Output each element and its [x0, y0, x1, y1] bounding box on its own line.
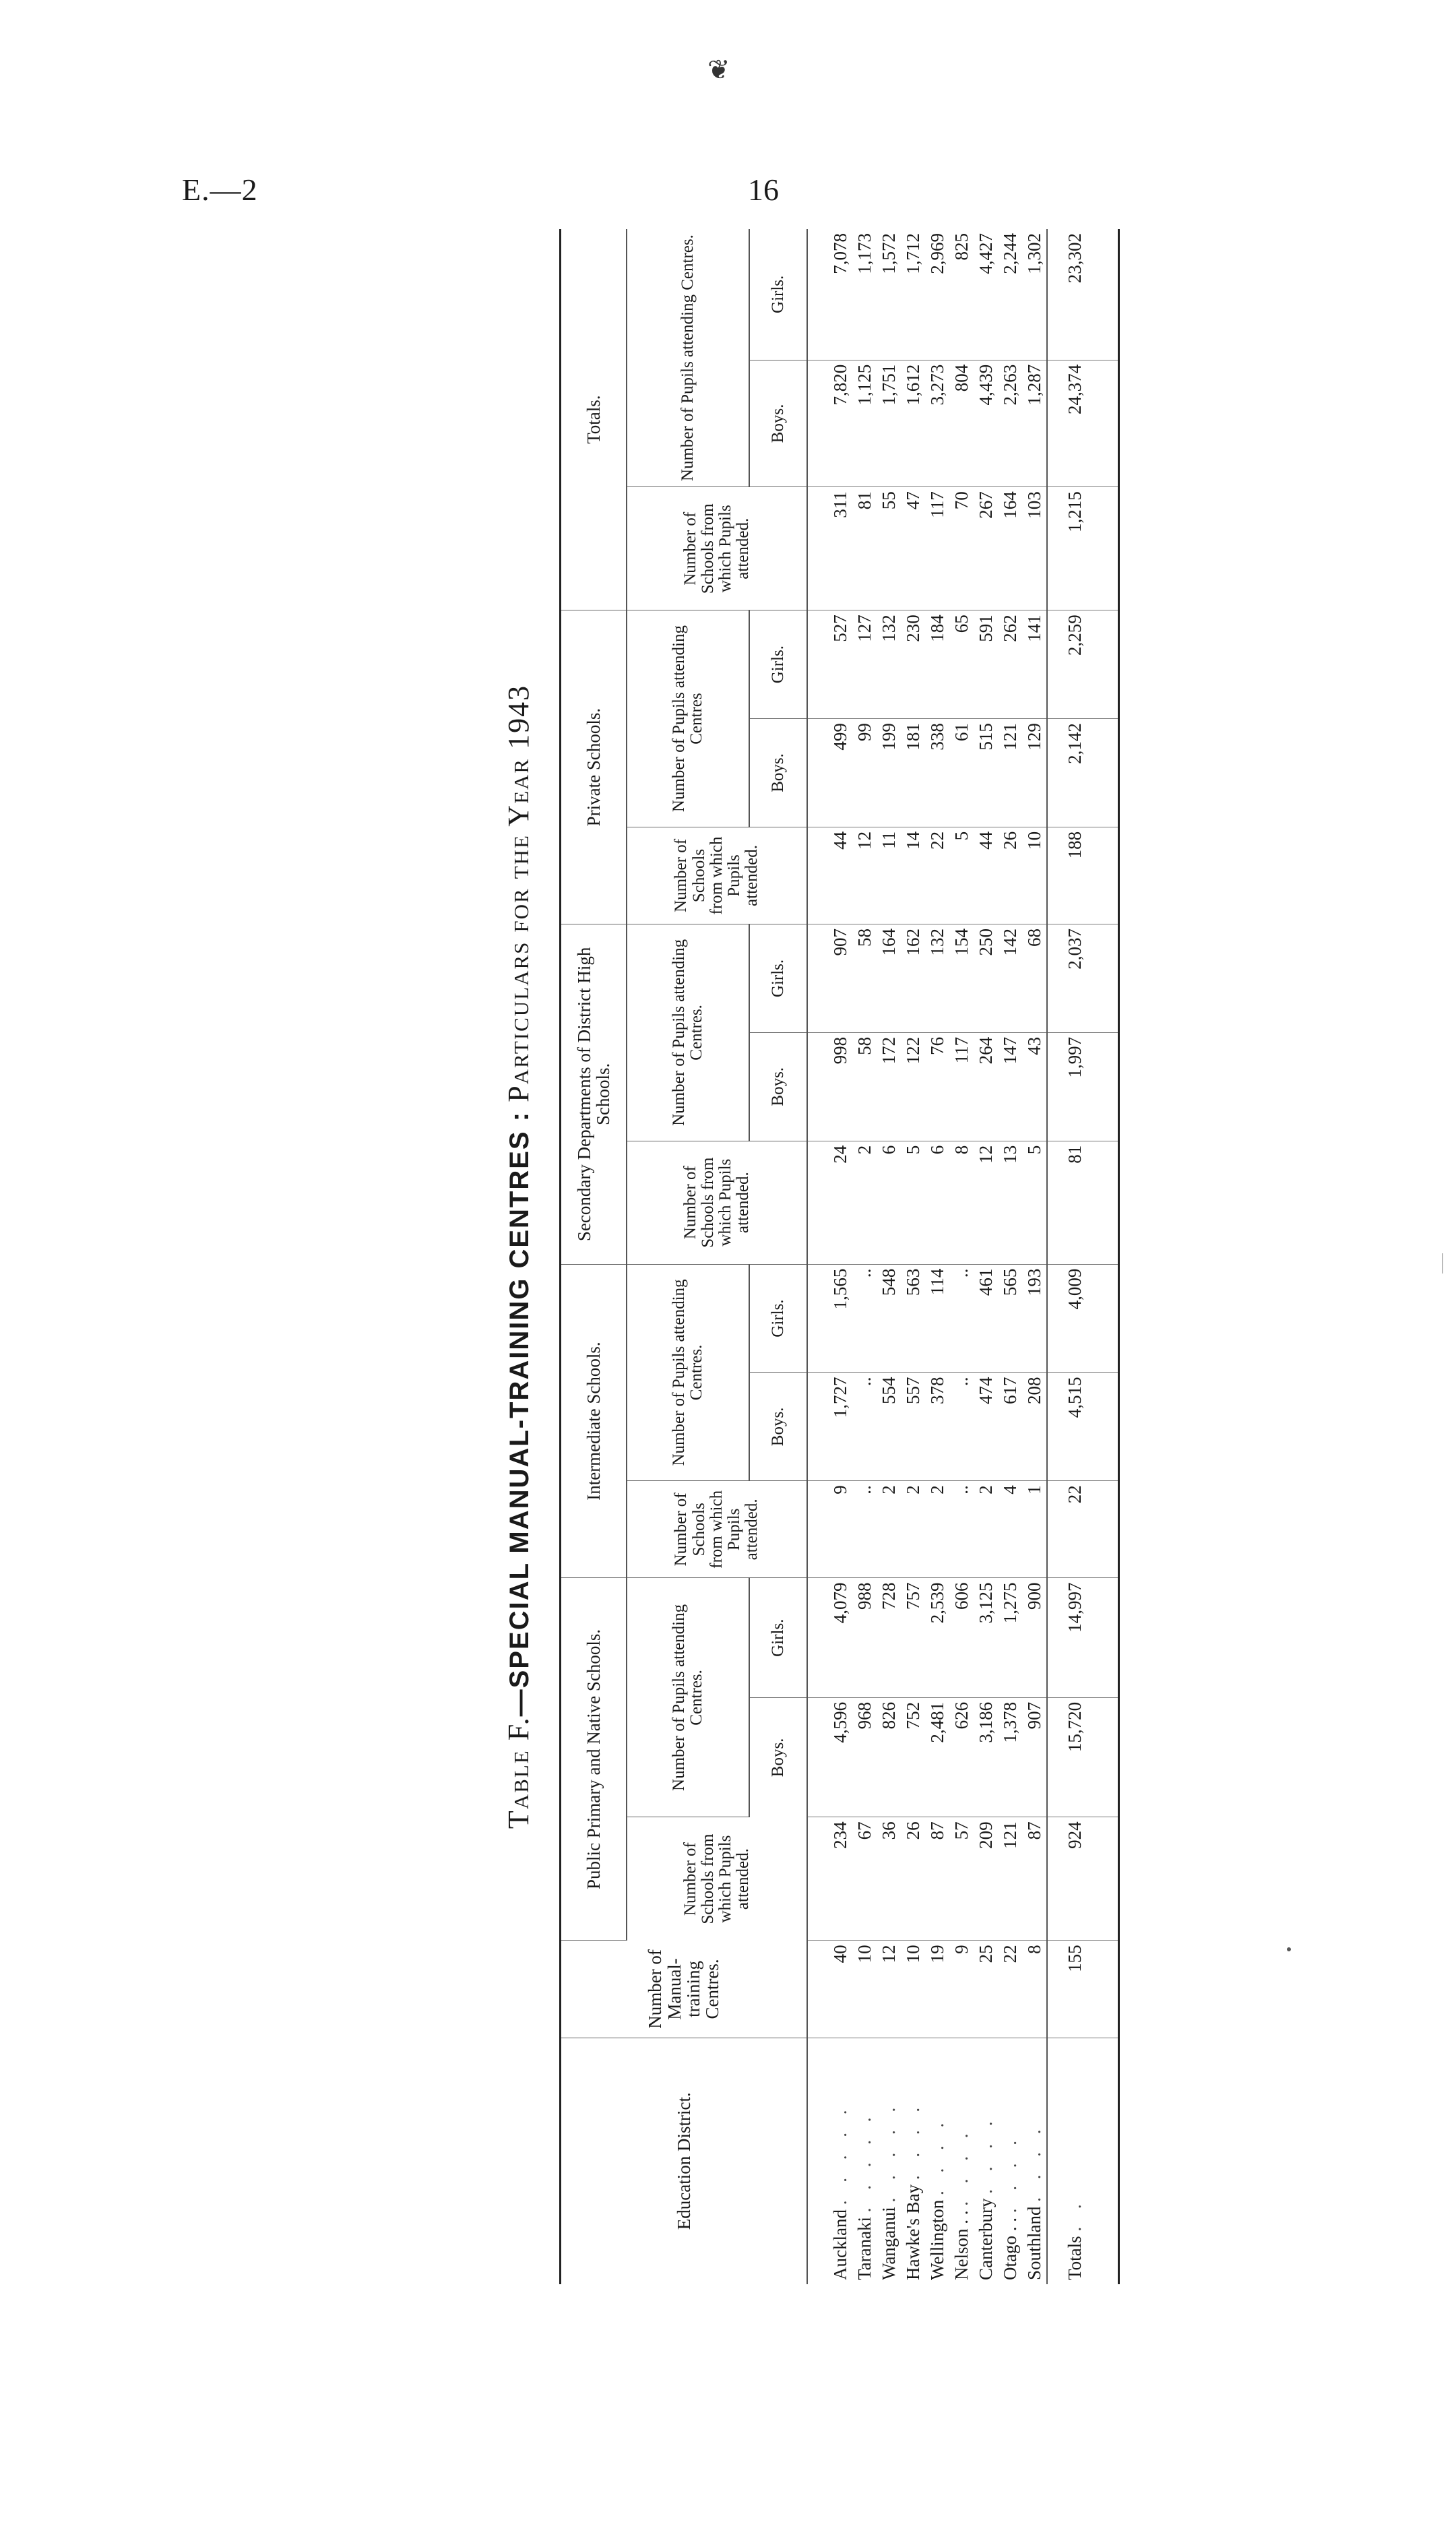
cell-total-schools: 267	[974, 487, 998, 610]
header-boys: Boys.	[749, 1373, 807, 1481]
cell-district	[998, 2038, 1022, 2284]
header-girls: Girls.	[749, 1578, 807, 1697]
cell-district	[877, 2038, 901, 2284]
cell-intermediate-girls: 193	[1022, 1264, 1047, 1373]
cell-total-girls: 1,302	[1022, 229, 1047, 360]
cell-intermediate-girls: 461	[974, 1264, 998, 1373]
district-name: Wanganui	[879, 2207, 899, 2280]
cell-total-schools: 164	[998, 487, 1022, 610]
cell-intermediate-girls: 4,009	[1047, 1264, 1119, 1373]
header-private-schools-count: Number of Schools from which Pupils attended.	[627, 827, 807, 924]
cell-public-boys: 907	[1022, 1697, 1047, 1817]
cell-public-schools: 924	[1047, 1817, 1119, 1941]
cell-public-schools: 36	[877, 1817, 901, 1941]
table-row	[949, 229, 974, 2284]
cell-intermediate-schools: 4	[998, 1481, 1022, 1578]
cell-public-schools: 26	[901, 1817, 925, 1941]
cell-secondary-girls: 132	[925, 924, 949, 1033]
cell-private-girls: 230	[901, 610, 925, 719]
cell-total-girls: 1,712	[901, 229, 925, 360]
cell-centres: 10	[901, 1941, 925, 2038]
print-mark	[1442, 1253, 1443, 1274]
cell-secondary-schools: 5	[901, 1141, 925, 1264]
cell-private-girls: 127	[852, 610, 877, 719]
cell-total-boys: 1,287	[1022, 360, 1047, 487]
cell-centres: 12	[877, 1941, 901, 2038]
cell-secondary-boys: 76	[925, 1032, 949, 1141]
cell-centres: 155	[1047, 1941, 1119, 2038]
header-intermediate-schools-count: Number of Schools from which Pupils attended.	[627, 1481, 807, 1578]
cell-total-girls: 1,173	[852, 229, 877, 360]
cell-intermediate-boys: 4,515	[1047, 1373, 1119, 1481]
cell-centres: 22	[998, 1941, 1022, 2038]
cell-public-schools: 121	[998, 1817, 1022, 1941]
cell-private-girls: 591	[974, 610, 998, 719]
header-girls: Girls.	[749, 610, 807, 719]
page-code: E.—2	[182, 172, 258, 207]
cell-secondary-girls: 250	[974, 924, 998, 1033]
cell-public-girls: 728	[877, 1578, 901, 1697]
table-row	[852, 229, 877, 2284]
leader-dots: . . . . .	[879, 2100, 899, 2203]
cell-district	[807, 2038, 852, 2284]
cell-total-schools: 1,215	[1047, 487, 1119, 610]
cell-private-schools: 44	[974, 827, 998, 924]
cell-intermediate-schools: 2	[925, 1481, 949, 1578]
cell-public-boys: 752	[901, 1697, 925, 1817]
cell-intermediate-girls: 563	[901, 1264, 925, 1373]
cell-intermediate-girls: 1,565	[807, 1264, 852, 1373]
cell-public-schools: 67	[852, 1817, 877, 1941]
cell-secondary-girls: 162	[901, 924, 925, 1033]
cell-private-schools: 10	[1022, 827, 1047, 924]
cell-total-boys: 3,273	[925, 360, 949, 487]
cell-public-schools: 209	[974, 1817, 998, 1941]
table-row	[877, 229, 901, 2284]
cell-district	[901, 2038, 925, 2284]
cell-total-boys: 7,820	[807, 360, 852, 487]
cell-intermediate-schools: 2	[974, 1481, 998, 1578]
cell-intermediate-schools: 2	[901, 1481, 925, 1578]
cell-secondary-boys: 147	[998, 1032, 1022, 1141]
header-girls: Girls.	[749, 1264, 807, 1373]
cell-private-boys: 515	[974, 719, 998, 827]
district-name: Otago . .	[1000, 2218, 1020, 2280]
cell-intermediate-schools: 22	[1047, 1481, 1119, 1578]
cell-public-girls: 3,125	[974, 1578, 998, 1697]
cell-total-girls: 7,078	[807, 229, 852, 360]
cell-private-girls: 262	[998, 610, 1022, 719]
district-name: Southland	[1024, 2206, 1044, 2280]
cell-secondary-boys: 58	[852, 1032, 877, 1141]
cell-public-schools: 87	[1022, 1817, 1047, 1941]
district-name: Auckland	[830, 2209, 850, 2280]
header-public-schools: Public Primary and Native Schools.	[561, 1578, 627, 1941]
cell-secondary-girls: 154	[949, 924, 974, 1033]
cell-total-girls: 825	[949, 229, 974, 360]
leader-dots: . . . .	[976, 2114, 996, 2194]
cell-total-boys: 804	[949, 360, 974, 487]
cell-district	[1022, 2038, 1047, 2284]
table-row	[901, 229, 925, 2284]
cell-secondary-girls: 142	[998, 924, 1022, 1033]
header-manual-training-centres: Number of Manual-training Centres.	[561, 1941, 808, 2038]
cell-secondary-boys: 998	[807, 1032, 852, 1141]
cell-total-boys: 2,263	[998, 360, 1022, 487]
cell-private-girls: 527	[807, 610, 852, 719]
table-row	[1047, 229, 1119, 2284]
cell-public-boys: 826	[877, 1697, 901, 1817]
district-name: Nelson . .	[951, 2210, 972, 2280]
cell-district	[852, 2038, 877, 2284]
manual-training-table	[559, 229, 1120, 2284]
district-name: Totals	[1065, 2236, 1085, 2280]
cell-public-girls: 606	[949, 1578, 974, 1697]
cell-secondary-schools: 8	[949, 1141, 974, 1264]
header-intermediate-pupils: Number of Pupils attending Centres.	[627, 1264, 749, 1481]
cell-centres: 40	[807, 1941, 852, 2038]
cell-total-schools: 81	[852, 487, 877, 610]
cell-total-schools: 103	[1022, 487, 1047, 610]
print-speck	[1287, 1947, 1291, 1951]
cell-total-boys: 1,751	[877, 360, 901, 487]
cell-total-schools: 55	[877, 487, 901, 610]
cell-public-girls: 757	[901, 1578, 925, 1697]
cell-total-girls: 2,244	[998, 229, 1022, 360]
header-totals-schools-count: Number of Schools from which Pupils attended.	[627, 487, 807, 610]
table-body	[807, 229, 1119, 2284]
district-name: Wellington	[927, 2199, 947, 2280]
header-public-pupils: Number of Pupils attending Centres.	[627, 1578, 749, 1817]
cell-public-boys: 626	[949, 1697, 974, 1817]
cell-total-girls: 2,969	[925, 229, 949, 360]
cell-centres: 9	[949, 1941, 974, 2038]
cell-private-schools: 14	[901, 827, 925, 924]
cell-intermediate-boys: 1,727	[807, 1373, 852, 1481]
cell-intermediate-schools: 2	[877, 1481, 901, 1578]
cell-centres: 8	[1022, 1941, 1047, 2038]
table-row	[925, 229, 949, 2284]
cell-public-schools: 234	[807, 1817, 852, 1941]
table-row	[807, 229, 852, 2284]
cell-private-schools: 11	[877, 827, 901, 924]
cell-intermediate-girls: 114	[925, 1264, 949, 1373]
cell-secondary-schools: 6	[925, 1141, 949, 1264]
cell-private-schools: 12	[852, 827, 877, 924]
cell-centres: 25	[974, 1941, 998, 2038]
header-intermediate-schools: Intermediate Schools.	[561, 1264, 627, 1578]
cell-intermediate-schools: 1	[1022, 1481, 1047, 1578]
cell-total-girls: 1,572	[877, 229, 901, 360]
cell-secondary-girls: 68	[1022, 924, 1047, 1033]
cell-private-girls: 141	[1022, 610, 1047, 719]
cell-secondary-boys: 117	[949, 1032, 974, 1141]
leader-dots: . . . .	[927, 2116, 947, 2195]
cell-total-schools: 117	[925, 487, 949, 610]
cell-total-boys: 1,612	[901, 360, 925, 487]
district-name: Hawke's Bay	[903, 2184, 923, 2280]
cell-secondary-schools: 6	[877, 1141, 901, 1264]
header-totals: Totals.	[561, 229, 627, 610]
cell-secondary-boys: 1,997	[1047, 1032, 1119, 1141]
cell-secondary-schools: 13	[998, 1141, 1022, 1264]
cell-intermediate-boys: 208	[1022, 1373, 1047, 1481]
leader-dots: . . . . .	[854, 2110, 875, 2213]
cell-secondary-boys: 122	[901, 1032, 925, 1141]
cell-private-girls: 132	[877, 610, 901, 719]
cell-public-girls: 988	[852, 1578, 877, 1697]
cell-private-boys: 181	[901, 719, 925, 827]
cell-private-schools: 188	[1047, 827, 1119, 924]
cell-secondary-girls: 58	[852, 924, 877, 1033]
cell-public-boys: 3,186	[974, 1697, 998, 1817]
cell-public-girls: 4,079	[807, 1578, 852, 1697]
leader-dots: . .	[1065, 2197, 1085, 2232]
table-title-prefix: Table F.	[502, 1716, 535, 1829]
table-title-main: —SPECIAL MANUAL-TRAINING CENTRES :	[505, 1102, 534, 1717]
cell-intermediate-boys: 617	[998, 1373, 1022, 1481]
cell-private-schools: 22	[925, 827, 949, 924]
cell-private-boys: 129	[1022, 719, 1047, 827]
cell-public-boys: 15,720	[1047, 1697, 1119, 1817]
cell-intermediate-boys: ..	[949, 1373, 974, 1481]
cell-intermediate-girls: ..	[949, 1264, 974, 1373]
cell-centres: 19	[925, 1941, 949, 2038]
cell-private-boys: 338	[925, 719, 949, 827]
cell-total-girls: 4,427	[974, 229, 998, 360]
cell-public-girls: 900	[1022, 1578, 1047, 1697]
cell-intermediate-boys: 474	[974, 1373, 998, 1481]
cell-total-boys: 1,125	[852, 360, 877, 487]
cell-private-girls: 65	[949, 610, 974, 719]
cell-secondary-schools: 2	[852, 1141, 877, 1264]
cell-public-boys: 2,481	[925, 1697, 949, 1817]
cell-public-girls: 1,275	[998, 1578, 1022, 1697]
cell-private-boys: 61	[949, 719, 974, 827]
cell-centres: 10	[852, 1941, 877, 2038]
cell-public-boys: 4,596	[807, 1697, 852, 1817]
leader-dots: . . . . .	[830, 2103, 850, 2205]
header-public-schools-count: Number of Schools from which Pupils attended.	[627, 1817, 807, 1941]
cell-intermediate-girls: 548	[877, 1264, 901, 1373]
cell-secondary-girls: 2,037	[1047, 924, 1119, 1033]
table-row	[974, 229, 998, 2284]
header-boys: Boys.	[749, 1697, 807, 1817]
leader-dots: . . . .	[1024, 2122, 1044, 2202]
cell-public-schools: 57	[949, 1817, 974, 1941]
cell-secondary-schools: 24	[807, 1141, 852, 1264]
header-secondary-schools-count: Number of Schools from which Pupils attended.	[627, 1141, 807, 1264]
cell-secondary-schools: 5	[1022, 1141, 1047, 1264]
rotated-table-block	[499, 229, 1105, 2284]
cell-intermediate-boys: ..	[852, 1373, 877, 1481]
table-row	[998, 229, 1022, 2284]
cell-district	[949, 2038, 974, 2284]
header-girls: Girls.	[749, 924, 807, 1033]
header-totals-pupils: Number of Pupils attending Centres.	[627, 229, 749, 487]
cell-private-boys: 499	[807, 719, 852, 827]
cell-private-boys: 99	[852, 719, 877, 827]
cell-district	[974, 2038, 998, 2284]
cell-total-boys: 24,374	[1047, 360, 1119, 487]
cell-total-schools: 47	[901, 487, 925, 610]
table-title-suffix: Particulars for the Year 1943	[502, 684, 535, 1102]
cell-total-boys: 4,439	[974, 360, 998, 487]
cell-secondary-boys: 172	[877, 1032, 901, 1141]
leader-dots: . . . .	[951, 2127, 972, 2206]
cell-private-boys: 121	[998, 719, 1022, 827]
cell-public-boys: 968	[852, 1697, 877, 1817]
header-private-schools: Private Schools.	[561, 610, 627, 924]
cell-public-boys: 1,378	[998, 1697, 1022, 1817]
leader-dots: . . . .	[903, 2100, 923, 2180]
header-girls: Girls.	[749, 229, 807, 360]
district-name: Taranaki	[854, 2216, 875, 2280]
cell-secondary-schools: 81	[1047, 1141, 1119, 1264]
cell-intermediate-girls: ..	[852, 1264, 877, 1373]
cell-secondary-boys: 264	[974, 1032, 998, 1141]
cell-private-schools: 26	[998, 827, 1022, 924]
header-secondary-departments: Secondary Departments of District High Schools.	[561, 924, 627, 1265]
printer-ornament: ❦	[707, 55, 730, 85]
cell-secondary-schools: 12	[974, 1141, 998, 1264]
cell-private-schools: 5	[949, 827, 974, 924]
cell-secondary-girls: 907	[807, 924, 852, 1033]
leader-dots: . . . .	[1000, 2134, 1020, 2213]
cell-private-boys: 2,142	[1047, 719, 1119, 827]
header-education-district: Education District.	[561, 2038, 808, 2284]
table-row	[1022, 229, 1047, 2284]
header-private-pupils: Number of Pupils attending Centres	[627, 610, 749, 827]
cell-secondary-girls: 164	[877, 924, 901, 1033]
cell-public-schools: 87	[925, 1817, 949, 1941]
cell-private-girls: 184	[925, 610, 949, 719]
cell-public-girls: 14,997	[1047, 1578, 1119, 1697]
cell-intermediate-schools: ..	[949, 1481, 974, 1578]
cell-district	[925, 2038, 949, 2284]
cell-intermediate-boys: 557	[901, 1373, 925, 1481]
header-boys: Boys.	[749, 360, 807, 487]
cell-intermediate-boys: 378	[925, 1373, 949, 1481]
cell-intermediate-schools: 9	[807, 1481, 852, 1578]
cell-intermediate-schools: ..	[852, 1481, 877, 1578]
cell-intermediate-girls: 565	[998, 1264, 1022, 1373]
cell-private-schools: 44	[807, 827, 852, 924]
cell-public-girls: 2,539	[925, 1578, 949, 1697]
page-number: 16	[748, 172, 779, 207]
header-secondary-pupils: Number of Pupils attending Centres.	[627, 924, 749, 1141]
cell-total-girls: 23,302	[1047, 229, 1119, 360]
cell-intermediate-boys: 554	[877, 1373, 901, 1481]
district-name: Canterbury	[976, 2198, 996, 2280]
header-boys: Boys.	[749, 1032, 807, 1141]
table-title	[499, 229, 539, 2284]
cell-total-schools: 70	[949, 487, 974, 610]
cell-secondary-boys: 43	[1022, 1032, 1047, 1141]
cell-private-girls: 2,259	[1047, 610, 1119, 719]
cell-private-boys: 199	[877, 719, 901, 827]
cell-district	[1047, 2038, 1119, 2284]
cell-total-schools: 311	[807, 487, 852, 610]
header-boys: Boys.	[749, 719, 807, 827]
